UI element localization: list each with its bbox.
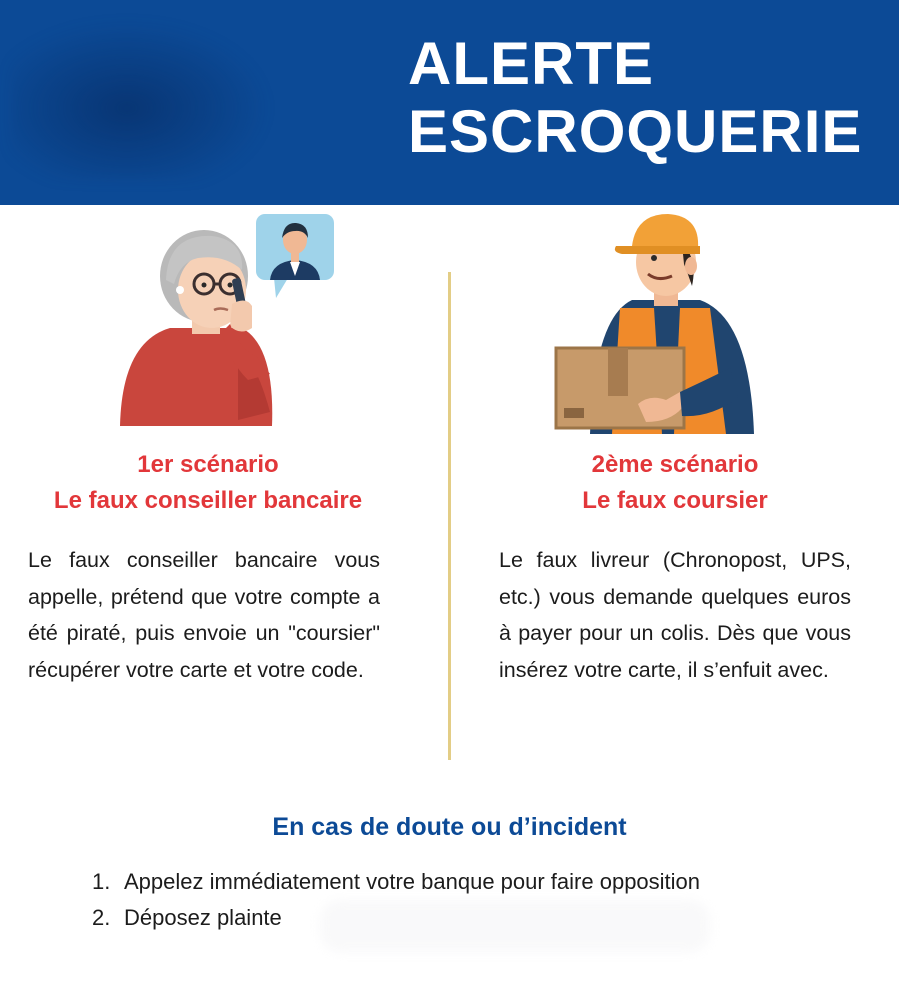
advice-title: En cas de doute ou d’incident: [272, 813, 627, 841]
header-banner: [0, 0, 899, 205]
scenario1-title: Le faux conseiller bancaire: [53, 487, 363, 514]
scenario2-number: 2ème scénario: [591, 451, 759, 478]
list-item: [92, 864, 700, 900]
scenario2-title: Le faux coursier: [582, 487, 768, 514]
scenario1-heading: [0, 447, 418, 519]
blurred-region: [320, 900, 710, 952]
title-line-2: ESCROQUERIE: [408, 98, 863, 165]
title-line-1: ALERTE: [408, 30, 654, 97]
column-divider: [448, 272, 451, 760]
banner-blurred-logo: [10, 20, 270, 180]
step-text: Déposez plainte: [124, 905, 282, 930]
step-number: 2.: [92, 905, 111, 930]
scenario1-number: 1er scénario: [137, 451, 279, 478]
scenario2-heading: [465, 447, 885, 519]
scenario2-text: Le faux livreur (Chronopost, UPS, etc.) vous demande quelques euros à payer pour un colis. Dès que vous insérez votre carte, il s’enfuit avec.: [499, 548, 851, 682]
page-title: [408, 30, 862, 166]
scenario1-text: Le faux conseiller bancaire vous appelle, prétend que votre compte a été piraté, puis envoie un "coursier" récupérer votre carte et votre code.: [28, 548, 380, 682]
step-text: Appelez immédiatement votre banque pour faire opposition: [124, 869, 701, 894]
delivery-man-icon: [550, 208, 780, 438]
woman-phone-icon: [110, 210, 350, 430]
step-number: 1.: [92, 869, 111, 894]
